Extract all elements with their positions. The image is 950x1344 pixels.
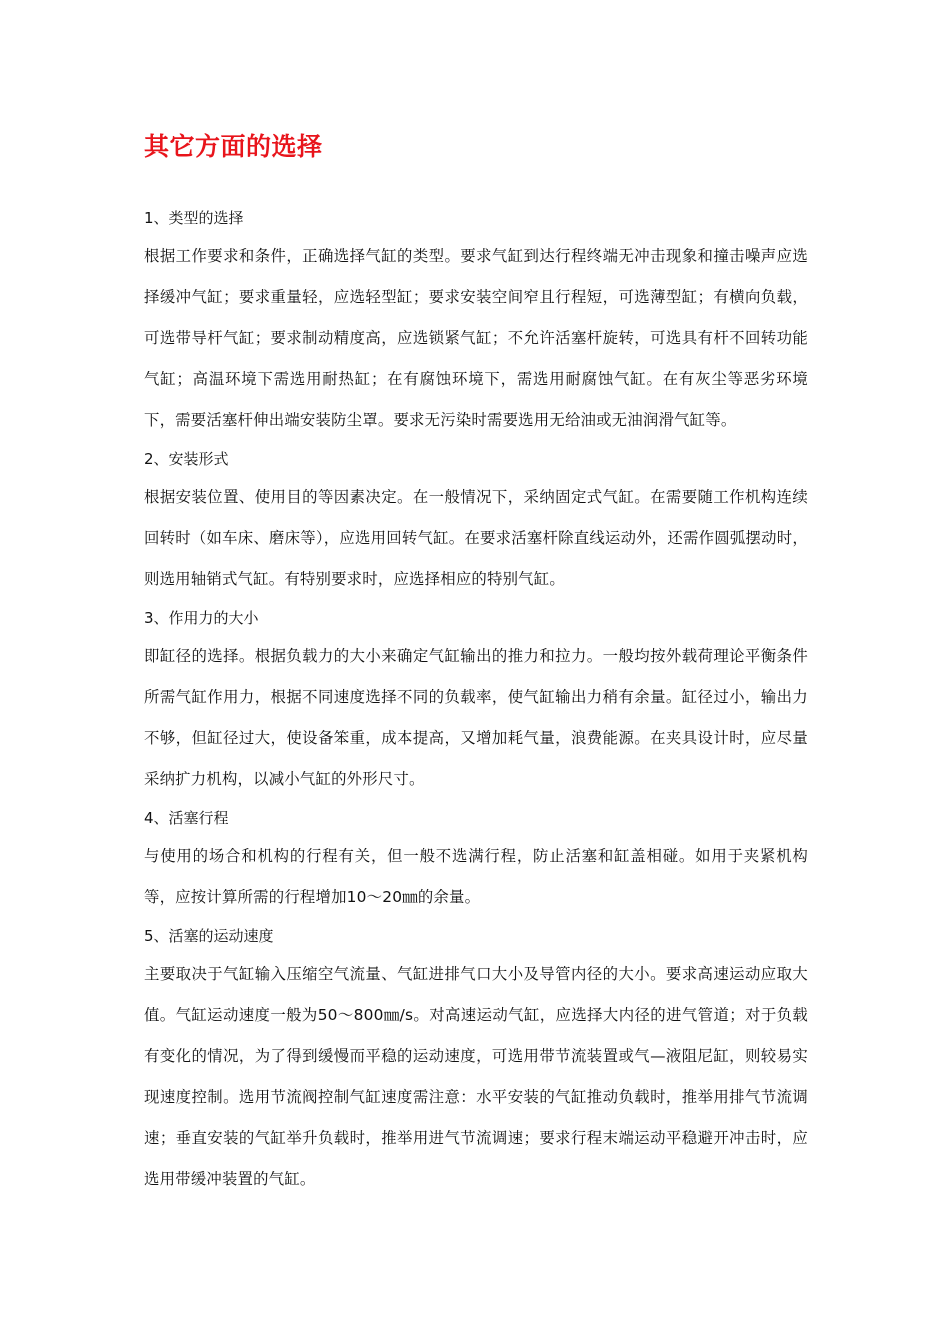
section-piston-speed — [144, 926, 808, 1200]
section-heading: 4、活塞行程 — [144, 809, 229, 827]
section-heading: 3、作用力的大小 — [144, 609, 259, 627]
section-force-size — [144, 608, 808, 800]
section-type-selection — [144, 208, 808, 441]
section-mounting-form — [144, 449, 808, 600]
section-body: 根据安装位置、使用目的等因素决定。在一般情况下，采纳固定式气缸。在需要随工作机构连续回转时（如车床、磨床等），应选用回转气缸。在要求活塞杆除直线运动外，还需作圆弧摆动时，则选用轴销式气缸。有特别要求时，应选择相应的特别气缸。 — [144, 488, 808, 588]
section-piston-stroke — [144, 808, 808, 918]
section-heading: 1、类型的选择 — [144, 209, 244, 227]
section-body: 即缸径的选择。根据负载力的大小来确定气缸输出的推力和拉力。一般均按外载荷理论平衡条件所需气缸作用力，根据不同速度选择不同的负载率，使气缸输出力稍有余量。缸径过小，输出力不够，但缸径过大，使设备笨重，成本提高，又增加耗气量，浪费能源。在夹具设计时，应尽量采纳扩力机构，以减小气缸的外形尺寸。 — [144, 647, 808, 788]
section-body: 与使用的场合和机构的行程有关，但一般不选满行程，防止活塞和缸盖相碰。如用于夹紧机构等，应按计算所需的行程增加10～20㎜的余量。 — [144, 847, 808, 906]
section-body: 主要取决于气缸输入压缩空气流量、气缸进排气口大小及导管内径的大小。要求高速运动应取大值。气缸运动速度一般为50～800㎜/s。对高速运动气缸，应选择大内径的进气管道；对于负载有变化的情况，为了得到缓慢而平稳的运动速度，可选用带节流装置或气—液阻尼缸，则较易实现速度控制。选用节流阀控制气缸速度需注意：水平安装的气缸推动负载时，推举用排气节流调速；垂直安装的气缸举升负载时，推举用进气节流调速；要求行程末端运动平稳避开冲击时，应选用带缓冲装置的气缸。 — [144, 965, 808, 1188]
document-page — [144, 130, 808, 1208]
section-heading: 2、安装形式 — [144, 450, 229, 468]
page-title: 其它方面的选择 — [144, 132, 323, 161]
section-body: 根据工作要求和条件，正确选择气缸的类型。要求气缸到达行程终端无冲击现象和撞击噪声应选择缓冲气缸；要求重量轻，应选轻型缸；要求安装空间窄且行程短，可选薄型缸；有横向负载，可选带导杆气缸；要求制动精度高，应选锁紧气缸；不允许活塞杆旋转，可选具有杆不回转功能气缸；高温环境下需选用耐热缸；在有腐蚀环境下，需选用耐腐蚀气缸。在有灰尘等恶劣环境下，需要活塞杆伸出端安装防尘罩。要求无污染时需要选用无给油或无油润滑气缸等。 — [144, 247, 808, 429]
section-heading: 5、活塞的运动速度 — [144, 927, 274, 945]
